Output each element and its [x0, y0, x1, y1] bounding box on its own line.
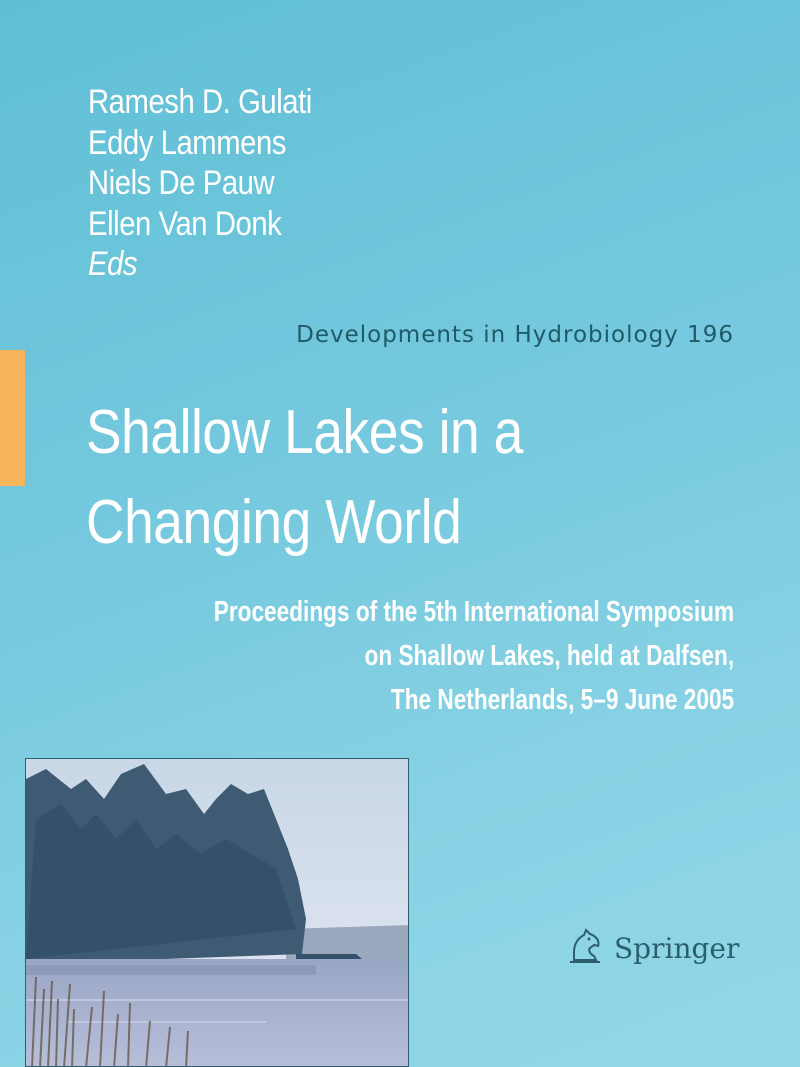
editors-suffix: Eds — [88, 245, 138, 283]
editor-name: Ellen Van Donk — [88, 204, 282, 243]
orange-accent-bar — [0, 350, 25, 486]
subtitle-line: The Netherlands, 5–9 June 2005 — [390, 684, 734, 716]
editor-name: Niels De Pauw — [88, 164, 275, 202]
series-title: Developments in Hydrobiology 196 — [296, 322, 734, 348]
subtitle-line: on Shallow Lakes, held at Dalfsen, — [364, 640, 734, 672]
editor-name: Ramesh D. Gulati — [88, 83, 312, 121]
subtitle-line: Proceedings of the 5th International Symposium — [213, 596, 734, 628]
cover-photo-lake — [25, 758, 409, 1067]
editors-list — [88, 82, 312, 285]
publisher-name: Springer — [614, 932, 740, 965]
springer-horse-icon — [566, 928, 606, 969]
editor-name: Eddy Lammens — [88, 123, 287, 162]
book-title-line: Shallow Lakes in a — [86, 398, 523, 467]
publisher-mark — [566, 928, 739, 969]
book-title — [86, 388, 523, 568]
book-subtitle — [214, 590, 734, 722]
book-title-line: Changing World — [86, 488, 462, 557]
